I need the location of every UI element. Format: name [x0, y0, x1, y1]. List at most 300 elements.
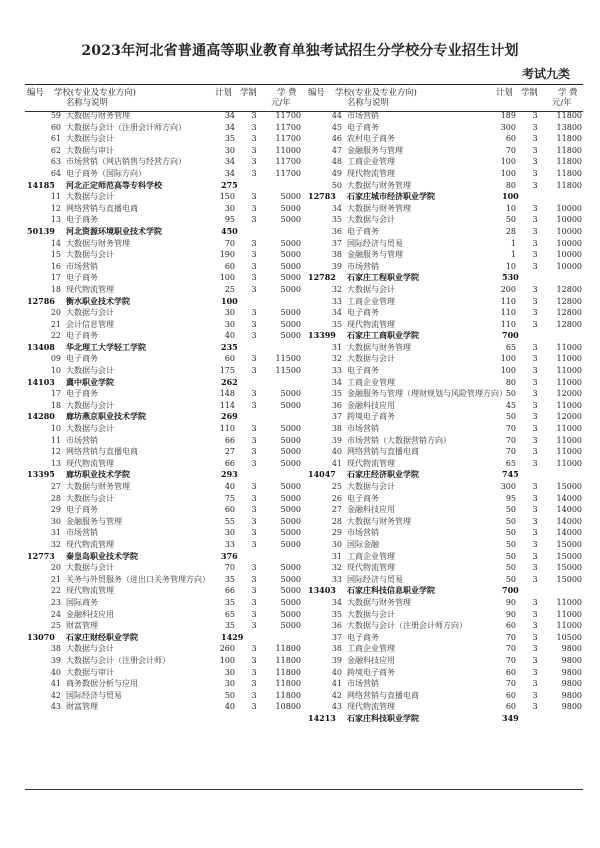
major-row: [27, 365, 302, 377]
tuition-fee: 11700: [275, 122, 301, 132]
tuition-fee: 5000: [280, 574, 301, 584]
header-school-line1: 学校(专业及专业方向): [54, 87, 136, 97]
school-name: 廊坊职业技术学院: [66, 469, 130, 480]
tuition-fee: 12800: [556, 284, 582, 294]
major-name: 金融服务与管理（理财规划与风险管理方向）: [347, 389, 507, 399]
plan-count: 60: [505, 667, 516, 677]
duration-years: 3: [251, 424, 257, 434]
major-name: 市场营销: [66, 261, 98, 271]
plan-count: 28: [505, 226, 516, 236]
major-name: 会计信息管理: [66, 319, 114, 329]
major-name: 电子商务: [347, 226, 379, 236]
major-code: 10: [50, 424, 61, 434]
duration-years: 3: [532, 505, 538, 515]
major-name: 大数据与会计: [66, 424, 114, 434]
major-code: 25: [331, 482, 342, 491]
plan-count: 114: [219, 400, 235, 410]
plan-count: 300: [500, 122, 516, 132]
major-code: 29: [50, 505, 61, 515]
plan-count: 110: [500, 308, 516, 318]
major-code: 39: [331, 435, 342, 445]
school-code: 14047: [308, 469, 336, 480]
duration-years: 3: [251, 308, 257, 318]
major-name: 现代物流管理: [66, 458, 114, 468]
major-name: 国际金融: [347, 539, 379, 549]
school-plan-total: 275: [221, 179, 238, 190]
major-row: [308, 481, 583, 493]
major-name: 大数据与财务管理: [347, 203, 411, 213]
major-row: [27, 609, 302, 621]
major-code: 47: [331, 145, 342, 155]
tuition-fee: 5000: [280, 621, 301, 631]
major-code: 18: [50, 284, 61, 294]
tuition-fee: 14000: [556, 528, 582, 538]
major-code: 31: [50, 528, 61, 538]
major-name: 现代物流管理: [66, 586, 114, 596]
tuition-fee: 11700: [275, 157, 301, 167]
tuition-fee: 15000: [556, 539, 582, 549]
plan-count: 70: [224, 563, 235, 573]
duration-years: 3: [532, 574, 538, 584]
tuition-fee: 11700: [275, 111, 301, 120]
school-code: 12786: [27, 295, 55, 306]
major-name: 市场营销: [66, 528, 98, 538]
major-code: 44: [331, 111, 342, 120]
duration-years: 3: [251, 157, 257, 167]
school-plan-total: 376: [221, 550, 238, 561]
plan-count: 100: [219, 273, 235, 283]
major-row: [308, 180, 583, 192]
major-code: 22: [50, 586, 61, 596]
tuition-fee: 5000: [280, 215, 301, 225]
major-row: [308, 319, 583, 331]
tuition-fee: 12000: [556, 389, 582, 399]
duration-years: 3: [532, 168, 538, 178]
duration-years: 3: [251, 516, 257, 526]
major-row: [27, 690, 302, 702]
school-code: 50139: [27, 225, 55, 236]
major-code: 35: [331, 609, 342, 619]
major-name: 跨境电子商务: [347, 412, 395, 422]
plan-count: 30: [224, 528, 235, 538]
major-code: 39: [331, 655, 342, 665]
plan-count: 50: [505, 551, 516, 561]
school-row: [27, 411, 302, 423]
duration-years: 3: [532, 702, 538, 712]
duration-years: 3: [532, 528, 538, 538]
major-code: 33: [331, 296, 342, 306]
major-name: 市场营销（大数据营销方向）: [347, 435, 451, 445]
tuition-fee: 11800: [275, 690, 301, 700]
plan-count: 60: [505, 134, 516, 144]
major-code: 22: [50, 331, 61, 341]
major-name: 大数据与会计: [347, 482, 395, 491]
duration-years: 3: [532, 238, 538, 248]
major-row: [308, 574, 583, 586]
duration-years: 3: [532, 296, 538, 306]
major-name: 工商企业管理: [347, 551, 395, 561]
major-row: [27, 168, 302, 180]
major-row: [27, 330, 302, 342]
major-code: 41: [331, 679, 342, 689]
major-name: 商务数据分析与应用: [66, 679, 138, 689]
major-row: [308, 365, 583, 377]
plan-count: 50: [505, 528, 516, 538]
major-code: 35: [331, 319, 342, 329]
major-name: 金融服务与管理: [347, 250, 403, 260]
plan-count: 50: [505, 563, 516, 573]
major-code: 33: [331, 574, 342, 584]
duration-years: 3: [532, 354, 538, 364]
major-row: [308, 609, 583, 621]
tuition-fee: 10000: [556, 215, 582, 225]
major-name: 财富管理: [66, 621, 98, 631]
major-code: 16: [50, 261, 61, 271]
major-row: [27, 493, 302, 505]
school-name: 秦皇岛职业技术学院: [66, 550, 138, 561]
plan-count: 100: [500, 354, 516, 364]
major-name: 国际经济与贸易: [347, 238, 403, 248]
plan-count: 45: [505, 400, 516, 410]
major-code: 36: [331, 621, 342, 631]
tuition-fee: 5000: [280, 389, 301, 399]
major-name: 大数据与会计: [66, 563, 114, 573]
major-code: 21: [50, 319, 61, 329]
tuition-fee: 5000: [280, 284, 301, 294]
school-plan-total: 700: [502, 585, 519, 596]
tuition-fee: 11700: [275, 168, 301, 178]
tuition-fee: 10000: [556, 238, 582, 248]
major-name: 大数据与财务管理: [66, 482, 130, 491]
major-code: 30: [331, 539, 342, 549]
major-code: 42: [50, 690, 61, 700]
tuition-fee: 5000: [280, 261, 301, 271]
major-code: 46: [331, 134, 342, 144]
header-top-rule: [25, 84, 583, 85]
plan-count: 100: [500, 157, 516, 167]
major-name: 大数据与财务管理: [66, 111, 130, 120]
major-row: [27, 133, 302, 145]
tuition-fee: 12800: [556, 296, 582, 306]
plan-count: 30: [224, 145, 235, 155]
major-row: [27, 203, 302, 215]
major-row: [27, 585, 302, 597]
major-code: 12: [50, 447, 61, 457]
header-school-line1: 学校(专业及专业方向): [335, 87, 417, 97]
major-name: 工商企业管理: [347, 296, 395, 306]
major-code: 29: [331, 528, 342, 538]
tuition-fee: 5000: [280, 203, 301, 213]
major-row: [308, 643, 583, 655]
duration-years: 3: [251, 284, 257, 294]
school-row: [27, 342, 302, 354]
major-row: [308, 400, 583, 412]
duration-years: 3: [251, 655, 257, 665]
major-code: 18: [50, 400, 61, 410]
tuition-fee: 13800: [556, 122, 582, 132]
major-name: 市场营销: [347, 424, 379, 434]
plan-count: 40: [224, 702, 235, 712]
plan-count: 10: [505, 203, 516, 213]
major-row: [27, 122, 302, 134]
tuition-fee: 10000: [556, 261, 582, 271]
school-plan-total: 700: [502, 330, 519, 341]
plan-count: 50: [505, 539, 516, 549]
major-code: 34: [331, 203, 342, 213]
duration-years: 3: [532, 609, 538, 619]
major-name: 大数据与会计: [66, 192, 114, 202]
major-code: 35: [331, 389, 342, 399]
major-code: 36: [331, 400, 342, 410]
plan-count: 95: [505, 493, 516, 503]
school-row: [308, 469, 583, 481]
major-row: [308, 423, 583, 435]
major-code: 64: [50, 168, 61, 178]
major-name: 国际经济与贸易: [347, 574, 403, 584]
major-row: [27, 539, 302, 551]
plan-count: 90: [505, 597, 516, 607]
major-name: 电子商务: [66, 389, 98, 399]
duration-years: 3: [532, 342, 538, 352]
major-name: 市场营销: [347, 111, 379, 120]
school-row: [308, 585, 583, 597]
plan-count: 70: [505, 679, 516, 689]
major-row: [308, 133, 583, 145]
major-code: 40: [50, 667, 61, 677]
major-name: 大数据与财务管理: [347, 180, 411, 190]
school-code: 13070: [27, 631, 55, 642]
school-code: 14185: [27, 179, 55, 190]
major-code: 25: [50, 621, 61, 631]
plan-count: 75: [224, 493, 235, 503]
major-code: 28: [331, 516, 342, 526]
tuition-fee: 11000: [556, 400, 582, 410]
school-row: [27, 551, 302, 563]
tuition-fee: 11000: [556, 458, 582, 468]
major-code: 11: [50, 192, 61, 202]
plan-count: 200: [500, 284, 516, 294]
plan-count: 70: [505, 424, 516, 434]
major-row: [308, 307, 583, 319]
major-row: [308, 516, 583, 528]
duration-years: 3: [251, 458, 257, 468]
plan-count: 70: [505, 655, 516, 665]
duration-years: 3: [251, 111, 257, 120]
plan-count: 110: [500, 319, 516, 329]
plan-count: 70: [505, 447, 516, 457]
major-code: 31: [331, 342, 342, 352]
school-name: 石家庄财经职业学院: [66, 631, 138, 642]
tuition-fee: 15000: [556, 551, 582, 561]
plan-count: 60: [224, 354, 235, 364]
plan-count: 190: [219, 250, 235, 260]
plan-count: 148: [219, 389, 235, 399]
duration-years: 3: [251, 597, 257, 607]
header-years: 学制: [240, 87, 257, 97]
duration-years: 3: [532, 655, 538, 665]
major-name: 大数据与财务管理: [66, 238, 130, 248]
plan-count: 260: [219, 644, 235, 654]
tuition-fee: 11800: [556, 168, 582, 178]
exam-category-label: 考试九类: [521, 67, 570, 81]
plan-count: 70: [505, 632, 516, 642]
major-row: [27, 110, 302, 122]
tuition-fee: 11000: [556, 342, 582, 352]
major-name: 电子商务: [66, 273, 98, 283]
major-row: [27, 667, 302, 679]
major-name: 大数据与会计: [347, 609, 395, 619]
school-plan-total: 100: [221, 295, 238, 306]
school-row: [27, 180, 302, 192]
major-row: [27, 597, 302, 609]
major-name: 电子商务: [66, 505, 98, 515]
major-code: 34: [331, 597, 342, 607]
major-code: 36: [331, 226, 342, 236]
major-row: [27, 284, 302, 296]
school-name: 石家庄科技信息职业学院: [347, 585, 435, 596]
major-code: 12: [50, 203, 61, 213]
duration-years: 3: [532, 157, 538, 167]
major-code: 20: [50, 563, 61, 573]
major-code: 21: [50, 574, 61, 584]
major-code: 50: [331, 180, 342, 190]
major-code: 38: [50, 644, 61, 654]
plan-count: 70: [505, 644, 516, 654]
major-row: [27, 423, 302, 435]
duration-years: 3: [532, 493, 538, 503]
duration-years: 3: [532, 424, 538, 434]
major-name: 现代物流管理: [347, 563, 395, 573]
major-code: 32: [331, 354, 342, 364]
plan-count: 70: [505, 435, 516, 445]
tuition-fee: 10000: [556, 250, 582, 260]
column-header: [27, 86, 302, 110]
tuition-fee: 9800: [561, 702, 582, 712]
duration-years: 3: [532, 145, 538, 155]
duration-years: 3: [532, 412, 538, 422]
tuition-fee: 5000: [280, 331, 301, 341]
major-name: 电子商务: [347, 308, 379, 318]
duration-years: 3: [532, 319, 538, 329]
major-name: 大数据与会计: [66, 644, 114, 654]
major-name: 金融科技应用: [347, 655, 395, 665]
duration-years: 3: [251, 168, 257, 178]
header-plan: 计划: [215, 87, 232, 97]
major-row: [308, 632, 583, 644]
tuition-fee: 11000: [556, 447, 582, 457]
major-row: [27, 435, 302, 447]
major-name: 大数据与会计: [66, 366, 114, 376]
duration-years: 3: [251, 354, 257, 364]
major-row: [308, 539, 583, 551]
plan-count: 66: [224, 586, 235, 596]
plan-count: 66: [224, 435, 235, 445]
major-row: [308, 667, 583, 679]
duration-years: 3: [532, 690, 538, 700]
plan-count: 189: [500, 111, 516, 120]
tuition-fee: 5000: [280, 424, 301, 434]
plan-count: 35: [224, 134, 235, 144]
tuition-fee: 11500: [275, 354, 301, 364]
major-code: 34: [331, 377, 342, 387]
major-row: [308, 388, 583, 400]
tuition-fee: 5000: [280, 563, 301, 573]
major-row: [308, 655, 583, 667]
major-code: 43: [50, 702, 61, 712]
tuition-fee: 11800: [275, 667, 301, 677]
duration-years: 3: [532, 284, 538, 294]
tuition-fee: 5000: [280, 493, 301, 503]
major-name: 大数据与会计（注册会计师）: [66, 655, 170, 665]
major-code: 15: [50, 250, 61, 260]
plan-count: 33: [224, 539, 235, 549]
tuition-fee: 5000: [280, 609, 301, 619]
duration-years: 3: [251, 539, 257, 549]
major-code: 20: [50, 308, 61, 318]
school-row: [308, 713, 583, 725]
major-row: [27, 481, 302, 493]
plan-count: 30: [224, 308, 235, 318]
duration-years: 3: [532, 250, 538, 260]
duration-years: 3: [532, 516, 538, 526]
tuition-fee: 9800: [561, 690, 582, 700]
school-row: [27, 632, 302, 644]
major-row: [27, 307, 302, 319]
major-name: 现代物流管理: [347, 319, 395, 329]
major-code: 13: [50, 215, 61, 225]
major-row: [308, 353, 583, 365]
school-name: 石家庄工程职业学院: [347, 272, 419, 283]
tuition-fee: 11000: [556, 621, 582, 631]
plan-count: 30: [224, 319, 235, 329]
duration-years: 3: [532, 122, 538, 132]
major-row: [27, 504, 302, 516]
major-row: [308, 458, 583, 470]
major-row: [27, 574, 302, 586]
duration-years: 3: [532, 482, 538, 491]
plan-count: 34: [224, 168, 235, 178]
major-code: 62: [50, 145, 61, 155]
major-row: [308, 701, 583, 713]
tuition-fee: 14000: [556, 493, 582, 503]
major-name: 大数据与审计: [66, 145, 114, 155]
duration-years: 3: [251, 586, 257, 596]
header-fee-line1: 学 费: [558, 87, 578, 97]
major-name: 大数据与会计: [347, 284, 395, 294]
school-code: 13399: [308, 330, 336, 341]
tuition-fee: 9800: [561, 679, 582, 689]
plan-count: 50: [505, 574, 516, 584]
major-name: 大数据与财务管理: [347, 516, 411, 526]
plan-count: 50: [505, 215, 516, 225]
tuition-fee: 11800: [275, 655, 301, 665]
duration-years: 3: [251, 389, 257, 399]
major-name: 工商企业管理: [347, 157, 395, 167]
plan-count: 65: [224, 609, 235, 619]
plan-count: 35: [224, 574, 235, 584]
major-row: [27, 527, 302, 539]
major-name: 电子商务: [66, 331, 98, 341]
school-plan-total: 450: [221, 225, 238, 236]
major-row: [27, 272, 302, 284]
major-code: 34: [331, 308, 342, 318]
major-row: [27, 446, 302, 458]
major-row: [308, 214, 583, 226]
major-row: [308, 562, 583, 574]
plan-count: 50: [505, 412, 516, 422]
school-plan-total: 745: [502, 469, 519, 480]
plan-count: 60: [224, 505, 235, 515]
